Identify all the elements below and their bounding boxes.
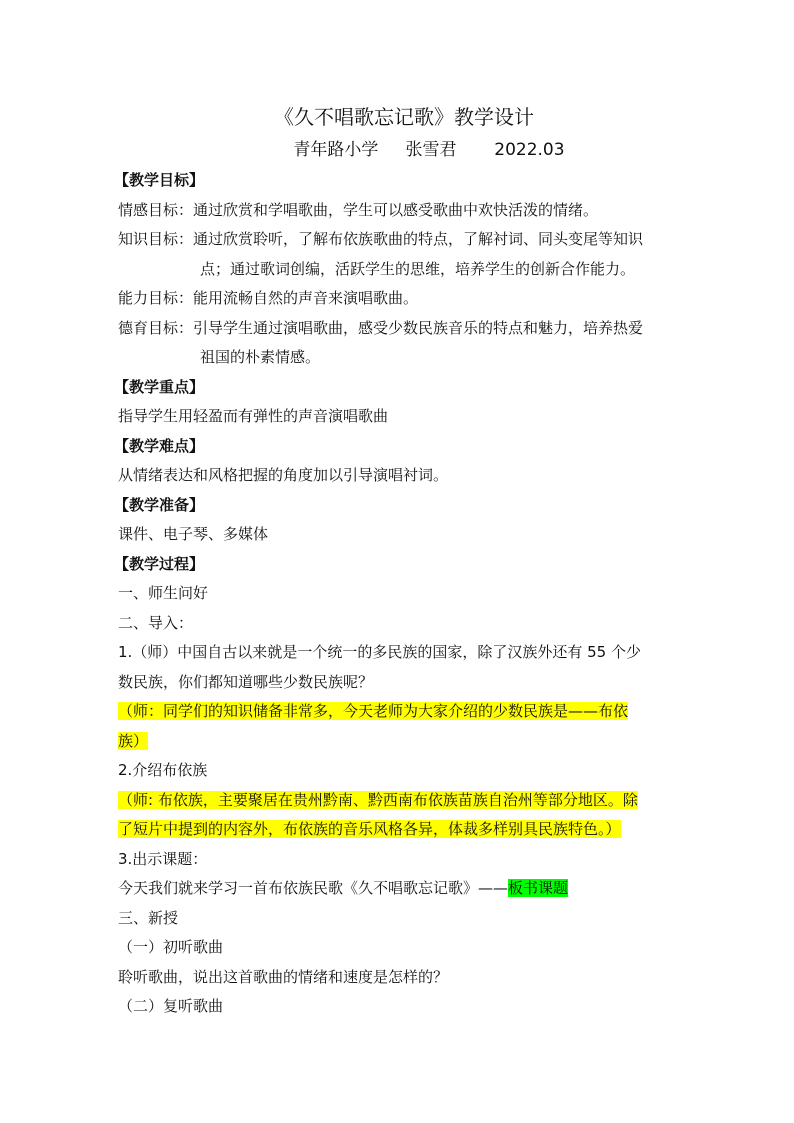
board-title-note: 板书课题 <box>508 879 569 897</box>
goals-heading: 【教学目标】 <box>114 171 205 189</box>
process-sub-2: （二）复听歌曲 <box>118 997 224 1015</box>
goal-label: 知识目标： <box>118 230 194 248</box>
process-step-new-lesson: 三、新授 <box>118 908 179 927</box>
process-item-1-line-a: 1.（师）中国自古以来就是一个统一的多民族的国家，除了汉族外还有 55 个少 <box>118 643 641 661</box>
process-item-1-highlight <box>118 697 688 756</box>
goal-text: 通过欣赏聆听，了解布依族歌曲的特点，了解衬词、同头变尾等知识 <box>193 230 644 248</box>
highlight-line: （师：同学们的知识储备非常多，今天老师为大家介绍的少数民族是——布依 <box>118 702 629 720</box>
goal-label: 能力目标： <box>118 289 194 307</box>
process-item-2-highlight <box>118 786 688 845</box>
difficulty-text: 从情绪表达和风格把握的角度加以引导演唱衬词。 <box>118 466 449 484</box>
highlight-line: 了短片中提到的内容外，布依族的音乐风格各异，体裁多样别具民族特色。） <box>118 820 621 838</box>
goal-knowledge <box>118 225 688 284</box>
process-item-3-text <box>118 874 688 904</box>
prep-heading: 【教学准备】 <box>114 495 205 514</box>
process-step-greeting: 一、师生问好 <box>118 584 209 602</box>
prep-text: 课件、电子琴、多媒体 <box>118 525 269 543</box>
process-item-3: 3.出示课题： <box>118 849 208 868</box>
highlight-line: 族） <box>118 731 149 750</box>
key-text: 指导学生用轻盈而有弹性的声音演唱歌曲 <box>118 407 389 425</box>
goal-text: 引导学生通过演唱歌曲，感受少数民族音乐的特点和魅力，培养热爱 <box>193 318 644 337</box>
goal-text-cont: 祖国的朴素情感。 <box>200 348 321 366</box>
process-item-1-line-b: 数民族，你们都知道哪些少数民族呢？ <box>118 672 374 691</box>
document-title: 《久不唱歌忘记歌》教学设计 <box>274 105 534 129</box>
highlight-line: （师: 布依族，主要聚居在贵州黔南、黔西南布依族苗族自治州等部分地区。除 <box>118 790 638 809</box>
goal-text-cont: 点；通过歌词创编，活跃学生的思维，培养学生的创新合作能力。 <box>200 259 636 278</box>
goal-label: 情感目标： <box>118 200 194 219</box>
difficulty-heading: 【教学难点】 <box>114 436 205 455</box>
document-byline: 青年路小学 张雪君 2022.03 <box>293 140 565 160</box>
process-sub-1: （一）初听歌曲 <box>118 938 224 956</box>
goal-emotion <box>118 196 688 226</box>
key-heading: 【教学重点】 <box>114 377 205 396</box>
item-3-sentence: 今天我们就来学习一首布依族民歌《久不唱歌忘记歌》—— <box>118 879 509 897</box>
goal-label: 德育目标： <box>118 318 194 337</box>
process-sub-1-text: 聆听歌曲，说出这首歌曲的情绪和速度是怎样的？ <box>118 967 449 986</box>
goal-ability <box>118 284 688 314</box>
goal-moral <box>118 314 688 373</box>
goal-text: 通过欣赏和学唱歌曲，学生可以感受歌曲中欢快活泼的情绪。 <box>193 200 599 219</box>
process-item-2: 2.介绍布依族 <box>118 761 208 779</box>
process-step-intro: 二、导入： <box>118 613 194 632</box>
document-body <box>114 100 688 1022</box>
goal-text: 能用流畅自然的声音来演唱歌曲。 <box>193 289 419 307</box>
process-heading: 【教学过程】 <box>114 554 205 573</box>
